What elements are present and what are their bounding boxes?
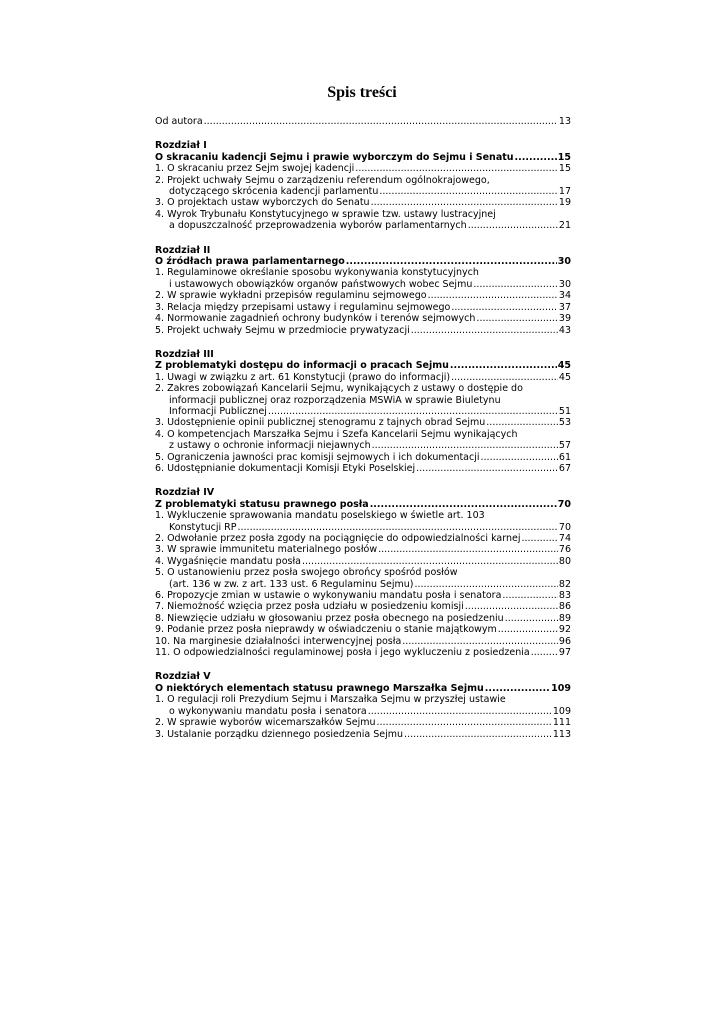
toc-entry-line: 4. O kompetencjach Marszałka Sejmu i Szefa Kancelarii Sejmu wynikających bbox=[155, 428, 518, 440]
toc-page-number: 92 bbox=[558, 624, 571, 636]
toc-entry-text: 4. Normowanie zagadnień ochrony budynków i terenów sejmowych bbox=[155, 313, 476, 325]
toc-entry-row bbox=[155, 463, 571, 474]
toc-page-number: 67 bbox=[558, 462, 571, 474]
toc-entry-line: 1. Wykluczenie sprawowania mandatu poselskiego w świetle art. 103 bbox=[155, 510, 485, 522]
toc-page-number: 97 bbox=[558, 647, 571, 659]
toc-entry-line: 1. O regulacji roli Prezydium Sejmu i Marszałka Sejmu w przyszłej ustawie bbox=[155, 694, 506, 706]
dot-leader bbox=[521, 533, 557, 544]
toc-entry-row bbox=[155, 717, 571, 728]
toc-entry-row bbox=[155, 163, 571, 174]
toc-entry-text: 1. Uwagi w związku z art. 61 Konstytucji (prawo do informacji) bbox=[155, 371, 451, 383]
dot-leader bbox=[371, 197, 558, 208]
toc-entry-text: o wykonywaniu mandatu posła i senatora bbox=[169, 705, 367, 717]
toc-entry-text: 4. Wygaśnięcie mandatu posła bbox=[155, 555, 301, 567]
toc-entry-row bbox=[155, 452, 571, 463]
toc-entry bbox=[155, 590, 571, 601]
toc-entry-intro bbox=[155, 116, 571, 127]
toc-entry bbox=[155, 197, 571, 208]
toc-entry-text: 3. Relacja między przepisami ustawy i regulaminu sejmowego bbox=[155, 301, 451, 313]
toc-entry bbox=[155, 302, 571, 313]
chapter-heading bbox=[155, 360, 571, 371]
dot-leader bbox=[368, 706, 552, 717]
toc-page-number: 80 bbox=[558, 555, 571, 567]
chapter-label: Rozdział I bbox=[155, 140, 207, 152]
chapter-heading bbox=[155, 152, 571, 163]
toc-entry-row bbox=[155, 440, 571, 451]
table-of-contents bbox=[155, 116, 571, 740]
toc-page-number: 109 bbox=[552, 705, 571, 717]
toc-entry-text: Informacji Publicznej bbox=[169, 405, 267, 417]
chapter-heading bbox=[155, 683, 571, 694]
toc-entry bbox=[155, 510, 571, 533]
toc-entry bbox=[155, 290, 571, 301]
toc-entry bbox=[155, 556, 571, 567]
toc-entry bbox=[155, 372, 571, 383]
dot-leader bbox=[376, 717, 551, 728]
toc-entry-row bbox=[155, 544, 571, 555]
toc-entry-text: dotyczącego skrócenia kadencji parlamentu bbox=[169, 186, 379, 198]
toc-entry bbox=[155, 313, 571, 324]
toc-entry-row bbox=[155, 313, 571, 324]
toc-entry-row bbox=[155, 636, 571, 647]
dot-leader bbox=[515, 152, 557, 163]
dot-leader bbox=[473, 279, 558, 290]
toc-entry-row bbox=[155, 556, 571, 567]
toc-entry-text: 5. Ograniczenia jawności prac komisji sejmowych i ich dokumentacji bbox=[155, 451, 480, 463]
toc-chapter bbox=[155, 671, 571, 739]
toc-entry-text: 1. O skracaniu przez Sejm swojej kadencji bbox=[155, 163, 355, 175]
toc-entry-text: Konstytucji RP bbox=[169, 521, 237, 533]
dot-leader bbox=[415, 579, 558, 590]
toc-entry-row bbox=[155, 197, 571, 208]
dot-leader bbox=[404, 729, 552, 740]
toc-page-number: 96 bbox=[558, 635, 571, 647]
toc-page-number: 109 bbox=[551, 682, 571, 694]
toc-chapter bbox=[155, 487, 571, 658]
toc-page-number: 39 bbox=[558, 313, 571, 325]
toc-entry bbox=[155, 267, 571, 290]
toc-entry-text: 3. W sprawie immunitetu materialnego posłów bbox=[155, 544, 378, 556]
toc-entry-text: 2. W sprawie wykładni przepisów regulaminu sejmowego bbox=[155, 290, 427, 302]
toc-page-number: 45 bbox=[557, 360, 571, 372]
toc-entry-row bbox=[155, 372, 571, 383]
toc-page-number: 70 bbox=[558, 521, 571, 533]
toc-page-number: 89 bbox=[558, 612, 571, 624]
toc-entry bbox=[155, 175, 571, 198]
toc-entry-line: 2. Zakres zobowiązań Kancelarii Sejmu, wynikających z ustawy o dostępie do bbox=[155, 383, 523, 395]
toc-entry-row bbox=[155, 186, 571, 197]
toc-entry-line: 1. Regulaminowe określanie sposobu wykonywania konstytucyjnych bbox=[155, 267, 479, 279]
toc-entry bbox=[155, 325, 571, 336]
toc-entry-text: 5. Projekt uchwały Sejmu w przedmiocie prywatyzacji bbox=[155, 324, 410, 336]
toc-entry-line: 2. Projekt uchwały Sejmu o zarządzeniu referendum ogólnokrajowego, bbox=[155, 174, 490, 186]
toc-chapter bbox=[155, 245, 571, 336]
toc-entry bbox=[155, 647, 571, 658]
dot-leader bbox=[486, 417, 558, 428]
dot-leader bbox=[372, 440, 558, 451]
dot-leader bbox=[476, 313, 557, 324]
toc-page-number: 113 bbox=[552, 728, 571, 740]
toc-entry-text: a dopuszczalność przeprowadzenia wyborów parlamentarnych bbox=[169, 220, 467, 232]
toc-page-number: 61 bbox=[558, 451, 571, 463]
dot-leader bbox=[370, 499, 557, 510]
dot-leader bbox=[428, 290, 558, 301]
dot-leader bbox=[355, 163, 558, 174]
toc-entry bbox=[155, 463, 571, 474]
chapter-label: Rozdział V bbox=[155, 671, 211, 683]
toc-page-number: 15 bbox=[557, 151, 571, 163]
dot-leader bbox=[505, 613, 558, 624]
toc-entry bbox=[155, 544, 571, 555]
toc-entry-text: 3. O projektach ustaw wyborczych do Senatu bbox=[155, 197, 370, 209]
toc-page-number: 21 bbox=[558, 220, 571, 232]
toc-entry-text: 6. Propozycje zmian w ustawie o wykonywaniu mandatu posła i senatora bbox=[155, 590, 502, 602]
dot-leader bbox=[411, 325, 558, 336]
toc-page-number: 86 bbox=[558, 601, 571, 613]
toc-entry-line: 4. Wyrok Trybunału Konstytucyjnego w sprawie tzw. ustawy lustracyjnej bbox=[155, 208, 496, 220]
toc-entry bbox=[155, 567, 571, 590]
toc-entry bbox=[155, 601, 571, 612]
toc-entry-row bbox=[155, 533, 571, 544]
toc-entry-row bbox=[155, 522, 571, 533]
dot-leader bbox=[498, 624, 558, 635]
chapter-heading bbox=[155, 256, 571, 267]
toc-entry bbox=[155, 717, 571, 728]
toc-entry-row bbox=[155, 302, 571, 313]
toc-entry bbox=[155, 163, 571, 174]
toc-entry-row bbox=[155, 647, 571, 658]
toc-entry-text: 9. Podanie przez posła nieprawdy w oświadczeniu o stanie majątkowym bbox=[155, 624, 497, 636]
toc-page-number: 43 bbox=[558, 324, 571, 336]
chapter-heading-text: O źródłach prawa parlamentarnego bbox=[155, 256, 345, 268]
dot-leader bbox=[485, 683, 550, 694]
dot-leader bbox=[465, 601, 558, 612]
toc-entry-row bbox=[155, 417, 571, 428]
dot-leader bbox=[402, 636, 558, 647]
toc-page-number: 19 bbox=[558, 197, 571, 209]
toc-entry-row bbox=[155, 624, 571, 635]
toc-entry-row bbox=[155, 406, 571, 417]
toc-page-number: 45 bbox=[558, 371, 571, 383]
toc-page-number: 34 bbox=[558, 290, 571, 302]
chapter-heading-text: Z problematyki statusu prawnego posła bbox=[155, 498, 369, 510]
dot-leader bbox=[268, 406, 558, 417]
toc-entry-row bbox=[155, 601, 571, 612]
toc-entry-row bbox=[155, 325, 571, 336]
toc-entry-text: i ustawowych obowiązków organów państwowych wobec Sejmu bbox=[169, 278, 473, 290]
toc-entry bbox=[155, 383, 571, 417]
toc-entry bbox=[155, 624, 571, 635]
dot-leader bbox=[346, 256, 557, 267]
toc-entry-text: Od autora bbox=[155, 116, 203, 127]
dot-leader bbox=[531, 647, 558, 658]
toc-page-number: 74 bbox=[558, 533, 571, 544]
toc-entry-text: 3. Ustalanie porządku dziennego posiedzenia Sejmu bbox=[155, 728, 404, 740]
chapter-heading-text: Z problematyki dostępu do informacji o pracach Sejmu bbox=[155, 360, 449, 372]
toc-entry bbox=[155, 533, 571, 544]
chapter-label: Rozdział II bbox=[155, 244, 211, 256]
dot-leader bbox=[379, 186, 558, 197]
toc-entry-text: 2. Odwołanie przez posła zgody na pociągnięcie do odpowiedzialności karnej bbox=[155, 533, 521, 544]
dot-leader bbox=[204, 116, 558, 127]
toc-entry-text: 10. Na marginesie działalności interwencyjnej posła bbox=[155, 635, 402, 647]
dot-leader bbox=[416, 463, 558, 474]
chapter-label: Rozdział III bbox=[155, 348, 214, 360]
toc-entry-text: 7. Niemożność wzięcia przez posła udziału w posiedzeniu komisji bbox=[155, 601, 464, 613]
chapter-label: Rozdział IV bbox=[155, 487, 215, 499]
toc-entry-text: 8. Niewzięcie udziału w głosowaniu przez posła obecnego na posiedzeniu bbox=[155, 612, 504, 624]
toc-page-number: 37 bbox=[558, 301, 571, 313]
page-title: Spis treści bbox=[327, 84, 397, 101]
toc-entry bbox=[155, 417, 571, 428]
toc-page-number: 30 bbox=[558, 278, 571, 290]
toc-page-number: 53 bbox=[558, 417, 571, 429]
chapter-heading-text: O skracaniu kadencji Sejmu i prawie wyborczym do Sejmu i Senatu bbox=[155, 151, 514, 163]
dot-leader bbox=[450, 360, 557, 371]
toc-entry bbox=[155, 209, 571, 232]
toc-entry-row bbox=[155, 729, 571, 740]
toc-entry bbox=[155, 613, 571, 624]
toc-page-number: 15 bbox=[558, 163, 571, 175]
toc-entry-row bbox=[155, 579, 571, 590]
toc-entry-text: 6. Udostępnianie dokumentacji Komisji Etyki Poselskiej bbox=[155, 462, 416, 474]
toc-entry-text: z ustawy o ochronie informacji niejawnych bbox=[169, 440, 371, 452]
toc-entry-row bbox=[155, 706, 571, 717]
toc-page-number: 57 bbox=[558, 440, 571, 452]
toc-chapter bbox=[155, 140, 571, 231]
toc-entry bbox=[155, 636, 571, 647]
toc-entry-text: 11. O odpowiedzialności regulaminowej posła i jego wykluczeniu z posiedzenia bbox=[155, 647, 530, 659]
dot-leader bbox=[451, 372, 558, 383]
toc-entry-text: 2. W sprawie wyborów wicemarszałków Sejmu bbox=[155, 717, 376, 729]
toc-entry-row bbox=[155, 279, 571, 290]
toc-page-number: 51 bbox=[558, 405, 571, 417]
toc-entry-text: (art. 136 w zw. z art. 133 ust. 6 Regulaminu Sejmu) bbox=[169, 578, 414, 590]
toc-entry-row bbox=[155, 613, 571, 624]
toc-entry-line: 5. O ustanowieniu przez posła swojego obrońcy spośród posłów bbox=[155, 567, 458, 579]
toc-page-number: 30 bbox=[557, 256, 571, 268]
dot-leader bbox=[378, 544, 558, 555]
dot-leader bbox=[481, 452, 558, 463]
dot-leader bbox=[237, 522, 557, 533]
toc-page-number: 17 bbox=[558, 186, 571, 198]
dot-leader bbox=[451, 302, 558, 313]
toc-entry-line: informacji publicznej oraz rozporządzenia MSWiA w sprawie Biuletynu bbox=[169, 394, 501, 406]
dot-leader bbox=[302, 556, 558, 567]
toc-page-number: 13 bbox=[558, 116, 571, 127]
toc-entry bbox=[155, 729, 571, 740]
toc-page-number: 76 bbox=[558, 544, 571, 556]
toc-entry bbox=[155, 694, 571, 717]
toc-entry bbox=[155, 429, 571, 452]
toc-page-number: 70 bbox=[557, 498, 571, 510]
toc-page-number: 82 bbox=[558, 578, 571, 590]
toc-page-number: 83 bbox=[558, 590, 571, 602]
dot-leader bbox=[502, 590, 558, 601]
toc-page-number: 111 bbox=[552, 717, 571, 729]
chapter-heading bbox=[155, 499, 571, 510]
toc-entry-row bbox=[155, 290, 571, 301]
dot-leader bbox=[468, 220, 558, 231]
toc-chapter bbox=[155, 349, 571, 474]
toc-entry-text: 3. Udostępnienie opinii publicznej stenogramu z tajnych obrad Sejmu bbox=[155, 417, 486, 429]
chapter-heading-text: O niektórych elementach statusu prawnego Marszałka Sejmu bbox=[155, 682, 484, 694]
toc-entry bbox=[155, 452, 571, 463]
toc-entry-row bbox=[155, 590, 571, 601]
toc-entry-row bbox=[155, 220, 571, 231]
